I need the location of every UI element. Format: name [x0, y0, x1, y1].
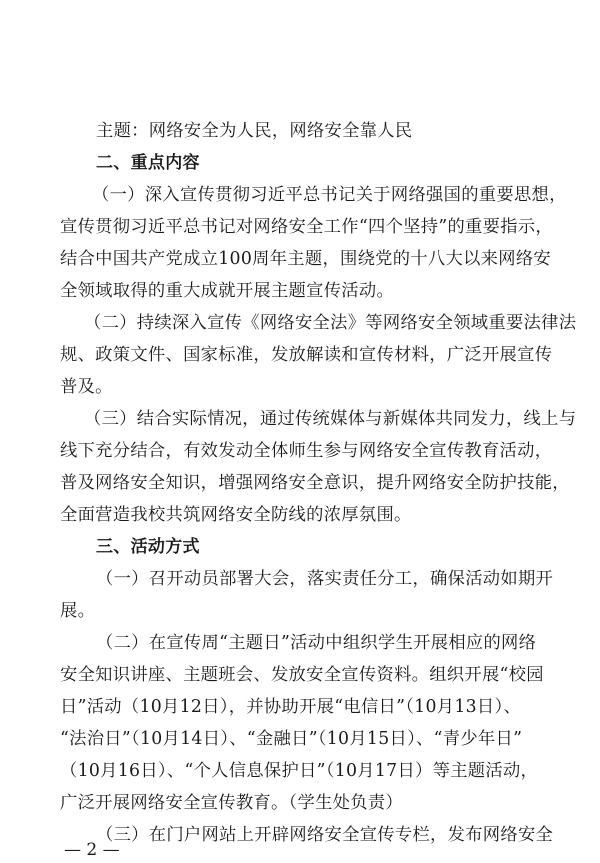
paragraph-line: 线下充分结合，有效发动全体师生参与网络安全宣传教育活动， [60, 441, 553, 461]
paragraph-line: （三）在门户网站上开辟网络安全宣传专栏，发布网络安全 [96, 825, 554, 845]
section-heading-key-content: 二、重点内容 [96, 153, 200, 173]
paragraph-line: 宣传贯彻习近平总书记对网络安全工作“四个坚持”的重要指示， [60, 217, 553, 237]
paragraph-line: 全面营造我校共筑网络安全防线的浓厚氛围。 [60, 505, 412, 525]
paragraph-line: （一）深入宣传贯彻习近平总书记关于网络强国的重要思想， [92, 185, 567, 205]
paragraph-line: 普及网络安全知识，增强网络安全意识，提升网络安全防护技能， [60, 473, 570, 493]
paragraph-line: 全领域取得的重大成就开展主题宣传活动。 [60, 281, 395, 301]
paragraph-line: （三）结合实际情况，通过传统媒体与新媒体共同发力，线上与 [84, 409, 577, 429]
theme-line: 主题：网络安全为人民，网络安全靠人民 [96, 121, 413, 141]
paragraph-line: 广泛开展网络安全宣传教育。（学生处负责） [60, 793, 403, 813]
section-heading-activity-methods: 三、活动方式 [96, 537, 200, 557]
paragraph-line: 结合中国共产党成立100周年主题，围绕党的十八大以来网络安 [60, 249, 551, 269]
paragraph-line: （二）在宣传周“主题日”活动中组织学生开展相应的网络 [96, 633, 537, 653]
paragraph-line: 规、政策文件、国家标准，发放解读和宣传材料，广泛开展宣传 [60, 345, 553, 365]
paragraph-line: “法治日”（10月14日）、“金融日”（10月15日）、“青少年日” [60, 729, 523, 749]
paragraph-line: 展。 [60, 601, 96, 621]
paragraph-line: （二）持续深入宣传《网络安全法》等网络安全领域重要法律法 [84, 313, 577, 333]
paragraph-line: 安全知识讲座、主题班会、发放安全宣传资料。组织开展“校园 [60, 665, 544, 685]
page-number: — 2 — [64, 840, 120, 860]
paragraph-line: （一）召开动员部署大会，落实责任分工，确保活动如期开 [96, 569, 554, 589]
paragraph-line: （10月16日）、“个人信息保护日”（10月17日）等主题活动， [60, 761, 539, 781]
paragraph-line: 日”活动（10月12日），并协助开展“电信日”（10月13日）、 [60, 697, 522, 717]
paragraph-line: 普及。 [60, 377, 113, 397]
